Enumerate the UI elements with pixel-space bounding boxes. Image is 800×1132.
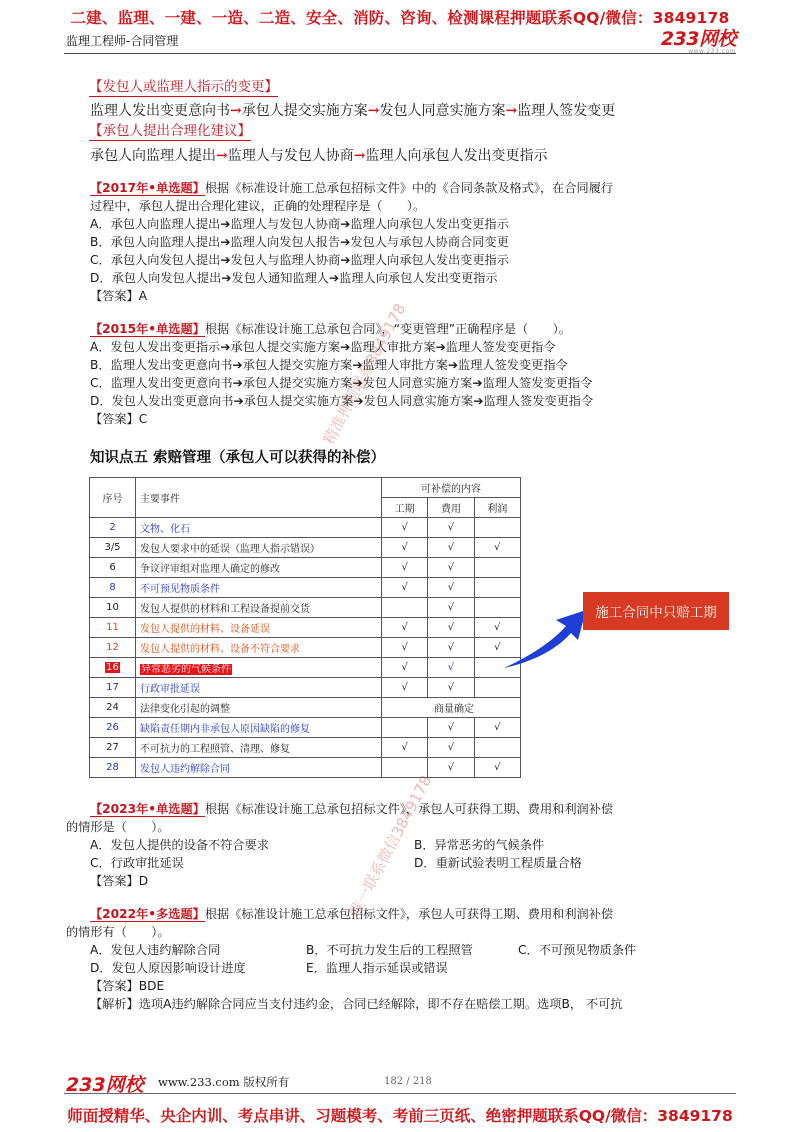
watermark-1: 精准押题联系3849178 xyxy=(319,300,410,448)
flow-step: 监理人与发包人协商 xyxy=(227,148,354,164)
cell-no: 24 xyxy=(90,698,136,718)
flow-step: 承包人向监理人提出 xyxy=(90,148,216,164)
question-2017-option-b: B．承包人向监理人提出➔监理人向发包人报告➔发包人与承包人协商合同变更 xyxy=(90,235,509,249)
table-row xyxy=(90,698,521,718)
cell-event: 文物、化石 xyxy=(136,518,382,538)
flow-arrow-icon: → xyxy=(367,103,380,119)
flow-step: 监理人发出变更意向书 xyxy=(90,103,230,119)
callout-box: 施工合同中只赔工期 xyxy=(583,592,729,630)
cell-event: 法律变化引起的调整 xyxy=(136,698,382,718)
cell-no: 17 xyxy=(90,678,136,698)
question-2022-option-a: A．发包人违约解除合同 xyxy=(90,943,221,957)
cell-cost: √ xyxy=(428,618,474,638)
question-2022-option-b: B．不可抗力发生后的工程照管 xyxy=(306,943,473,957)
question-2023-stem-line1: 根据《标准设计施工总承包招标文件》，承包人可获得工期、费用和利润补偿 xyxy=(204,802,614,816)
flow-step: 监理人签发变更 xyxy=(517,103,616,119)
cell-time: √ xyxy=(382,738,428,758)
question-2022-option-e: E．监理人指示延误或错误 xyxy=(306,961,448,975)
question-2015-stem xyxy=(90,320,571,338)
cell-event: 发包人提供的材料和工程设备提前交货 xyxy=(136,598,382,618)
header-divider xyxy=(64,53,736,54)
question-2017-option-a: A．承包人向监理人提出➔监理人与发包人协商➔监理人向承包人发出变更指示 xyxy=(90,217,509,231)
cell-no: 12 xyxy=(90,638,136,658)
question-2023-stem xyxy=(90,800,613,818)
table-row xyxy=(90,758,521,778)
cell-time: √ xyxy=(382,658,428,678)
table-row xyxy=(90,658,521,678)
cell-cost: √ xyxy=(428,638,474,658)
cell-cost: √ xyxy=(428,658,474,678)
question-2023-option-d: D．重新试验表明工程质量合格 xyxy=(414,856,582,870)
cell-event-text: 异常恶劣的气候条件 xyxy=(141,664,231,675)
cell-no: 3/5 xyxy=(90,538,136,558)
cell-cost: √ xyxy=(428,678,474,698)
cell-event: 发包人违约解除合同 xyxy=(136,758,382,778)
question-2023-stem-line2: 的情形是（ ）。 xyxy=(66,820,170,834)
table-row xyxy=(90,598,521,618)
col-header-no: 序号 xyxy=(90,478,136,518)
cell-profit: √ xyxy=(474,758,520,778)
watermark-2: 唯一联系微信3849178 xyxy=(345,772,436,920)
question-2023-tag: 【2023年•单选题】 xyxy=(90,802,205,816)
question-2017-option-d: D．承包人向发包人提出➔发包人通知监理人➔监理人向承包人发出变更指示 xyxy=(90,271,498,285)
question-2015-stem-line1: 根据《标准设计施工总承包合同》，“变更管理”正确程序是（ ）。 xyxy=(204,322,571,336)
question-2022-option-d: D．发包人原因影响设计进度 xyxy=(90,961,246,975)
col-header-profit: 利润 xyxy=(474,498,520,518)
question-2017-stem-line2: 过程中，承包人提出合理化建议，正确的处理程序是（ ）。 xyxy=(90,199,426,213)
flow-step: 承包人提交实施方案 xyxy=(241,103,368,119)
cell-profit xyxy=(474,738,520,758)
flow-tag-variation: 【发包人或监理人指示的变更】 xyxy=(89,79,278,95)
col-header-event: 主要事件 xyxy=(136,478,382,518)
brand-logo-url: www.233.com xyxy=(688,48,736,55)
cell-no: 26 xyxy=(90,718,136,738)
cell-event: 不可抗力的工程照管、清理、修复 xyxy=(136,738,382,758)
question-2022-stem-line1: 根据《标准设计施工总承包招标文件》，承包人可获得工期、费用和利润补偿 xyxy=(204,907,614,921)
table-row xyxy=(90,718,521,738)
cell-no: 28 xyxy=(90,758,136,778)
question-2015-option-a: A．发包人发出变更指示➔承包人提交实施方案➔监理人审批方案➔监理人签发变更指令 xyxy=(90,340,556,354)
question-2017-answer: 【答案】A xyxy=(90,289,148,303)
col-header-compensation: 可补偿的内容 xyxy=(382,478,521,498)
flow-arrow-icon: → xyxy=(230,103,242,119)
question-2022-analysis: 【解析】选项A违约解除合同应当支付违约金，合同已经解除，即不存在赔偿工期。选项B， 不可抗 xyxy=(90,997,623,1011)
cell-profit xyxy=(474,558,520,578)
cell-time: √ xyxy=(382,638,428,658)
cell-no: 8 xyxy=(90,578,136,598)
cell-time: √ xyxy=(382,538,428,558)
cell-event: 发包人要求中的延误（监理人指示错误） xyxy=(136,538,382,558)
cell-event: 发包人提供的材料、设备不符合要求 xyxy=(136,638,382,658)
question-2015-option-b: B．监理人发出变更意向书➔承包人提交实施方案➔监理人审批方案➔监理人签发变更指令 xyxy=(90,358,568,372)
bottom-promo-banner: 师面授精华、央企内训、考点串讲、习题模考、考前三页纸、绝密押题联系QQ/微信：3849178 xyxy=(67,1107,733,1125)
col-header-time: 工期 xyxy=(382,498,428,518)
flow-suggestion-steps xyxy=(90,145,547,165)
cell-profit xyxy=(474,678,520,698)
cell-event: 不可预见物质条件 xyxy=(136,578,382,598)
cell-no: 6 xyxy=(90,558,136,578)
table-row xyxy=(90,518,521,538)
table-row xyxy=(90,738,521,758)
callout-arrow-icon xyxy=(500,604,590,672)
question-2015-tag: 【2015年•单选题】 xyxy=(90,322,205,336)
footer-logo: 233网校 xyxy=(66,1074,144,1096)
question-2017-stem-line1: 根据《标准设计施工总承包招标文件》中的《合同条款及格式》，在合同履行 xyxy=(204,181,614,195)
cell-event: 缺陷责任期内非承包人原因缺陷的修复 xyxy=(136,718,382,738)
cell-profit xyxy=(474,518,520,538)
flow-arrow-icon: → xyxy=(216,148,228,164)
question-2017-stem xyxy=(90,179,613,197)
cell-event: 争议评审组对监理人确定的修改 xyxy=(136,558,382,578)
cell-profit xyxy=(474,578,520,598)
cell-profit: √ xyxy=(474,718,520,738)
cell-no-text: 16 xyxy=(106,662,119,673)
cell-cost: √ xyxy=(428,738,474,758)
cell-profit: √ xyxy=(474,618,520,638)
cell-cost: √ xyxy=(428,758,474,778)
table-row xyxy=(90,638,521,658)
cell-no xyxy=(90,658,136,678)
question-2023-option-b: B．异常恶劣的气候条件 xyxy=(414,838,545,852)
question-2017-tag: 【2017年•单选题】 xyxy=(90,181,205,195)
flow-step: 监理人向承包人发出变更指示 xyxy=(365,148,548,164)
cell-no: 2 xyxy=(90,518,136,538)
cell-no: 11 xyxy=(90,618,136,638)
question-2015-option-d: D．发包人发出变更意向书➔承包人提交实施方案➔发包人同意实施方案➔监理人签发变更指令 xyxy=(90,394,594,408)
cell-time: √ xyxy=(382,678,428,698)
cell-no: 10 xyxy=(90,598,136,618)
flow-arrow-icon: → xyxy=(353,148,366,164)
cell-no: 27 xyxy=(90,738,136,758)
question-2022-answer: 【答案】BDE xyxy=(90,979,165,993)
question-2023-option-a: A．发包人提供的设备不符合要求 xyxy=(90,838,269,852)
footer-rights: www.233.com 版权所有 xyxy=(158,1075,290,1089)
cell-event: 发包人提供的材料、设备延误 xyxy=(136,618,382,638)
question-2015-answer: 【答案】C xyxy=(90,412,148,426)
page-number: 182 / 218 xyxy=(384,1076,432,1087)
doc-title: 监理工程师-合同管理 xyxy=(66,34,179,48)
table-row xyxy=(90,578,521,598)
claims-table xyxy=(89,477,521,778)
question-2022-option-c: C．不可预见物质条件 xyxy=(518,943,637,957)
cell-time: √ xyxy=(382,618,428,638)
cell-time: √ xyxy=(382,558,428,578)
cell-event xyxy=(136,658,382,678)
section-title: 知识点五 索赔管理（承包人可以获得的补偿） xyxy=(90,450,386,466)
cell-event: 行政审批延误 xyxy=(136,678,382,698)
table-row xyxy=(90,538,521,558)
question-2022-stem-line2: 的情形有（ ）。 xyxy=(66,925,170,939)
question-2015-option-c: C．监理人发出变更意向书➔承包人提交实施方案➔发包人同意实施方案➔监理人签发变更指令 xyxy=(90,376,593,390)
top-promo-banner: 二建、监理、一建、一造、二造、安全、消防、咨询、检测课程押题联系QQ/微信：3849178 xyxy=(70,9,730,27)
cell-cost: √ xyxy=(428,578,474,598)
cell-time xyxy=(382,718,428,738)
cell-cost: √ xyxy=(428,518,474,538)
flow-tag-suggestion: 【承包人提出合理化建议】 xyxy=(89,123,251,139)
cell-cost: √ xyxy=(428,558,474,578)
question-2023-option-c: C．行政审批延误 xyxy=(90,856,184,870)
question-2017-option-c: C．承包人向发包人提出➔发包人与监理人协商➔监理人向承包人发出变更指示 xyxy=(90,253,509,267)
cell-time: √ xyxy=(382,518,428,538)
table-row xyxy=(90,618,521,638)
cell-cost: √ xyxy=(428,538,474,558)
brand-logo-text: 233网校 xyxy=(660,28,736,50)
brand-logo xyxy=(661,24,736,55)
flow-variation-steps xyxy=(90,100,615,120)
table-row xyxy=(90,678,521,698)
question-2022-tag: 【2022年•多选题】 xyxy=(90,907,205,921)
flow-arrow-icon: → xyxy=(505,103,518,119)
cell-cost: √ xyxy=(428,598,474,618)
cell-merged: 商量确定 xyxy=(382,698,521,718)
col-header-cost: 费用 xyxy=(428,498,474,518)
cell-profit: √ xyxy=(474,538,520,558)
table-row xyxy=(90,558,521,578)
cell-profit: √ xyxy=(474,638,520,658)
footer-divider xyxy=(64,1093,736,1094)
cell-cost: √ xyxy=(428,718,474,738)
cell-time xyxy=(382,598,428,618)
cell-time: √ xyxy=(382,578,428,598)
question-2023-answer: 【答案】D xyxy=(90,874,149,888)
flow-step: 发包人同意实施方案 xyxy=(379,103,506,119)
